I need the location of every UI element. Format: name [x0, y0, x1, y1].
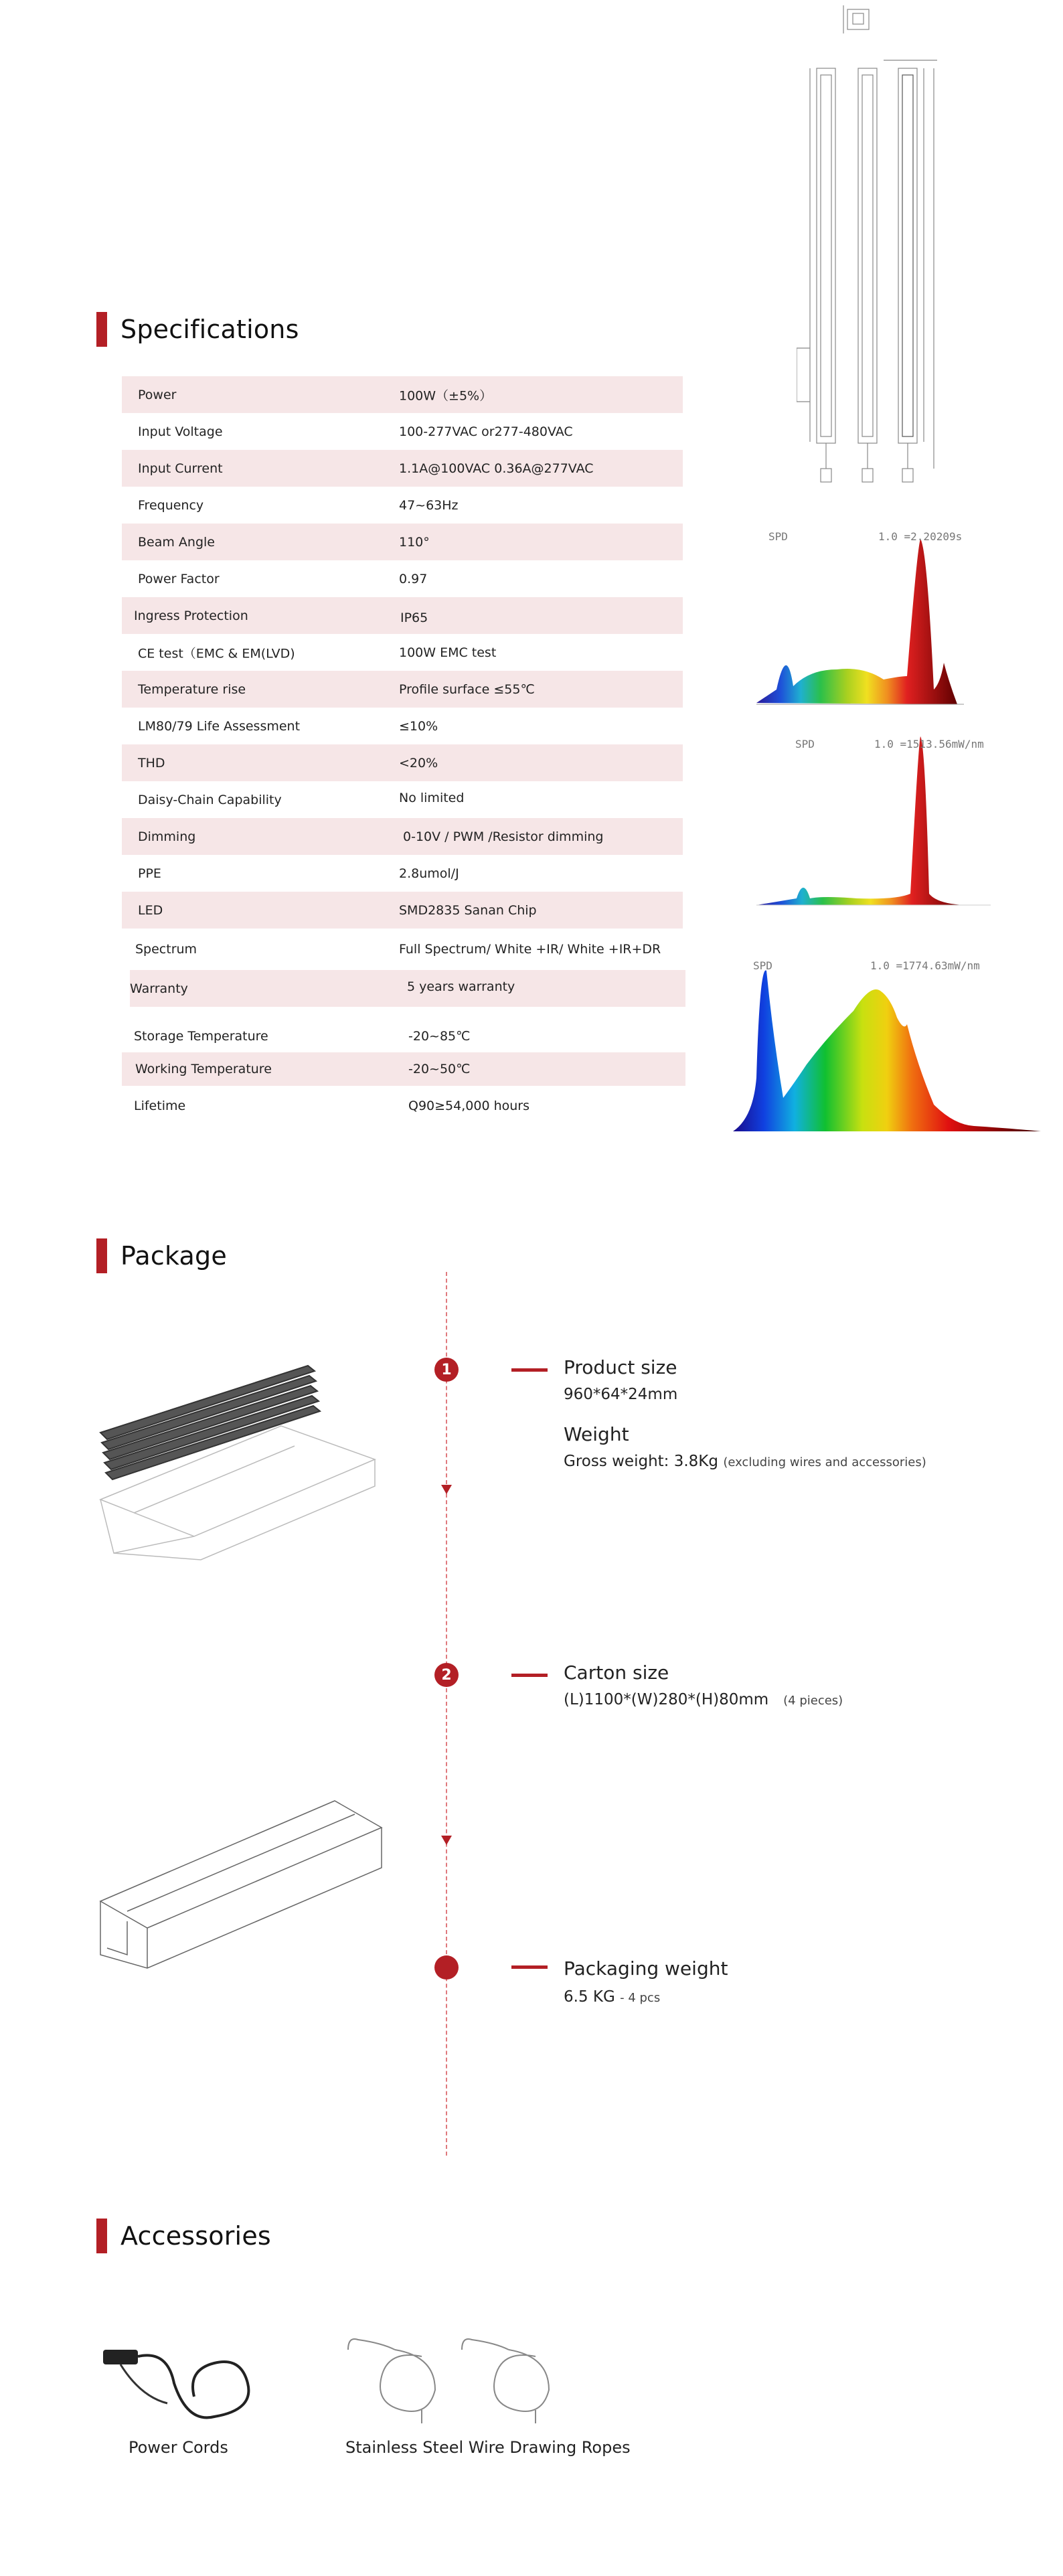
spec-key: LM80/79 Life Assessment [138, 718, 301, 734]
wire-rope-image [341, 2330, 569, 2430]
spec-row-beam-angle [122, 524, 683, 560]
spec-row-power [122, 376, 683, 413]
spec-key: Warranty [130, 981, 188, 996]
spd-label-3: SPD [753, 959, 772, 972]
spec-key: Input Current [138, 461, 223, 476]
spec-value: 100W（±5%） [399, 388, 493, 403]
spec-row-ppe [122, 855, 683, 892]
weight-note: (excluding wires and accessories) [723, 1455, 926, 1469]
spec-key: Storage Temperature [134, 1029, 268, 1044]
spec-value: 0-10V / PWM /Resistor dimming [403, 829, 604, 844]
timeline-arrow [441, 1836, 452, 1845]
spec-value: SMD2835 Sanan Chip [399, 902, 537, 918]
spec-row-storage-temperature [122, 1020, 683, 1052]
spec-row-led [122, 892, 683, 929]
spec-row-ingress-protection [122, 597, 683, 634]
spec-key: Temperature rise [138, 681, 246, 697]
spectrum-graph-1 [750, 529, 1004, 710]
accessories-heading [96, 2219, 271, 2253]
carton-illustration [94, 1767, 388, 1982]
packaging-weight-value: 6.5 KG [564, 1988, 615, 2006]
specifications-heading [96, 312, 299, 347]
spec-row-daisy-chain [122, 781, 683, 818]
spec-value: 47~63Hz [399, 497, 459, 513]
product-size-value: 960*64*24mm [564, 1386, 678, 1403]
spec-key: Daisy-Chain Capability [138, 792, 282, 807]
spec-key: Dimming [138, 829, 196, 844]
timeline-arrow [441, 1485, 452, 1494]
spd-label-1: SPD [768, 530, 788, 543]
spec-row-power-factor [122, 560, 683, 597]
spec-key: Beam Angle [138, 534, 215, 550]
spec-key: LED [138, 902, 163, 918]
spd-value-3: 1.0 =1774.63mW/nm [870, 959, 980, 972]
spec-key: PPE [138, 866, 161, 881]
spec-key: CE test（EMC & EM(LVD) [138, 646, 295, 661]
spec-value: 2.8umol/J [399, 866, 459, 881]
spec-key: Working Temperature [135, 1062, 272, 1076]
spec-value: 110° [399, 534, 430, 550]
spec-key: THD [138, 755, 165, 771]
carton-size-value: (L)1100*(W)280*(H)80mm [564, 1691, 769, 1708]
product-size-label: Product size [564, 1356, 677, 1378]
spec-row-temperature-rise [122, 671, 683, 708]
step-2-connector [511, 1674, 548, 1677]
product-bundle-illustration [94, 1352, 388, 1573]
spec-key: Power [138, 387, 177, 402]
spec-value: No limited [399, 790, 465, 805]
spec-row-dimming [122, 818, 683, 855]
spec-value: 5 years warranty [407, 979, 515, 994]
power-cord-image [100, 2343, 261, 2430]
spec-row-thd [122, 744, 683, 781]
spec-key: Lifetime [134, 1099, 186, 1113]
dimension-drawing [797, 0, 957, 495]
accessories-title: Accessories [120, 2221, 271, 2251]
spec-row-input-voltage [122, 413, 683, 450]
spec-value: -20~50℃ [408, 1062, 471, 1076]
carton-size-note: (4 pieces) [783, 1694, 843, 1708]
spec-value: 100W EMC test [399, 645, 497, 660]
carton-size-label: Carton size [564, 1662, 669, 1684]
spd-value-2: 1.0 =1513.56mW/nm [874, 738, 984, 750]
spec-value: 1.1A@100VAC 0.36A@277VAC [399, 461, 594, 476]
spec-row-frequency [122, 487, 683, 524]
spec-key: Input Voltage [138, 424, 223, 439]
spec-value: 100-277VAC or277-480VAC [399, 424, 573, 439]
spec-row-warranty [130, 970, 685, 1007]
packaging-weight-note: - 4 pcs [620, 1991, 661, 2005]
spec-value: <20% [399, 755, 438, 771]
spec-value: 0.97 [399, 571, 428, 586]
spectrum-graph-3 [733, 957, 1048, 1138]
package-heading [96, 1238, 227, 1273]
step-3-connector [511, 1965, 548, 1969]
accent-bar [96, 1238, 107, 1273]
spec-key: Power Factor [138, 571, 220, 586]
step-1-badge: 1 [434, 1358, 459, 1382]
weight-line [564, 1453, 926, 1470]
spec-value: Q90≥54,000 hours [408, 1099, 529, 1113]
specifications-title: Specifications [120, 315, 299, 344]
weight-value: Gross weight: 3.8Kg [564, 1453, 718, 1470]
spec-key: Ingress Protection [134, 608, 248, 623]
spec-row-input-current [122, 450, 683, 487]
spec-key: Frequency [138, 497, 204, 513]
spec-row-lm80 [122, 708, 683, 744]
spec-row-working-temperature [122, 1052, 685, 1086]
accent-bar [96, 2219, 107, 2253]
spec-value: Profile surface ≤55℃ [399, 681, 535, 697]
spec-value: Full Spectrum/ White +IR/ White +IR+DR [399, 942, 661, 957]
spd-label-2: SPD [795, 738, 815, 750]
spec-row-spectrum [122, 929, 683, 970]
step-1-connector [511, 1368, 548, 1372]
accessory-label-power-cords: Power Cords [129, 2438, 228, 2457]
spec-value: ≤10% [399, 718, 438, 734]
package-title: Package [120, 1241, 227, 1271]
accessory-label-wire-ropes: Stainless Steel Wire Drawing Ropes [345, 2438, 631, 2457]
spec-row-lifetime [122, 1086, 683, 1126]
spectrum-graph-2 [750, 723, 1004, 910]
spec-table [122, 376, 683, 1126]
spec-value: -20~85℃ [408, 1029, 471, 1044]
spec-key: Spectrum [135, 942, 197, 957]
carton-size-line [564, 1691, 843, 1708]
packaging-weight-label: Packaging weight [564, 1957, 728, 1980]
spec-row-ce-test [122, 634, 683, 671]
accent-bar [96, 312, 107, 347]
weight-label: Weight [564, 1423, 629, 1445]
spec-value: IP65 [400, 610, 428, 625]
step-2-badge: 2 [434, 1663, 459, 1687]
spd-value-1: 1.0 =2.20209s [878, 530, 963, 543]
timeline-line [446, 1272, 447, 2156]
step-3-dot [434, 1955, 459, 1980]
packaging-weight-line [564, 1988, 660, 2006]
